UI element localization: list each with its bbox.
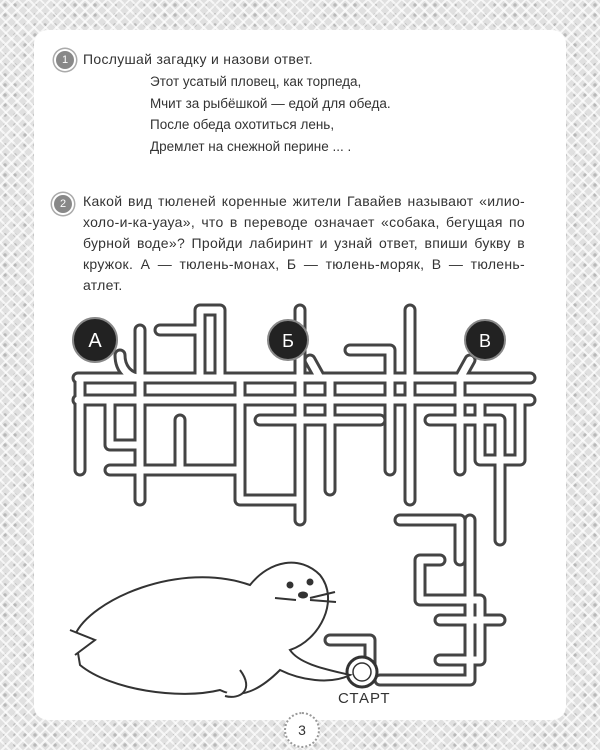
page-number: 3 bbox=[284, 712, 320, 748]
exit-label: В bbox=[478, 331, 492, 351]
exit-b[interactable] bbox=[268, 320, 308, 360]
task1-instruction: Послушай загадку и назови ответ. bbox=[83, 51, 313, 67]
seal-illustration bbox=[70, 563, 350, 697]
start-circle[interactable] bbox=[347, 657, 377, 687]
exit-a[interactable] bbox=[73, 318, 117, 362]
exit-label: А bbox=[88, 330, 102, 352]
poem-line: Этот усатый пловец, как торпеда, bbox=[150, 74, 362, 89]
poem-line: Дремлет на снежной перине ... . bbox=[150, 138, 352, 154]
exit-c[interactable] bbox=[465, 320, 505, 360]
task2-text: Какой вид тюленей коренные жители Гавайев называют «илио-холо-и-ка-уауа», что в переводе означает «собака, бегущая по бурной воде»? Пройди лабиринт и узнай ответ, впиши букву в кружок. А — тюлень-монах, Б — тюлень-моряк, В — тюлень-атлет. bbox=[83, 193, 525, 293]
start-label: СТАРТ bbox=[338, 690, 391, 707]
exit-label: Б bbox=[282, 331, 294, 351]
poem-line: Мчит за рыбёшкой — едой для обеда. bbox=[150, 95, 391, 111]
task-number-badge: 2 bbox=[54, 195, 72, 213]
task-number-badge: 1 bbox=[56, 51, 74, 69]
poem-line: После обеда охотиться лень, bbox=[150, 117, 335, 132]
